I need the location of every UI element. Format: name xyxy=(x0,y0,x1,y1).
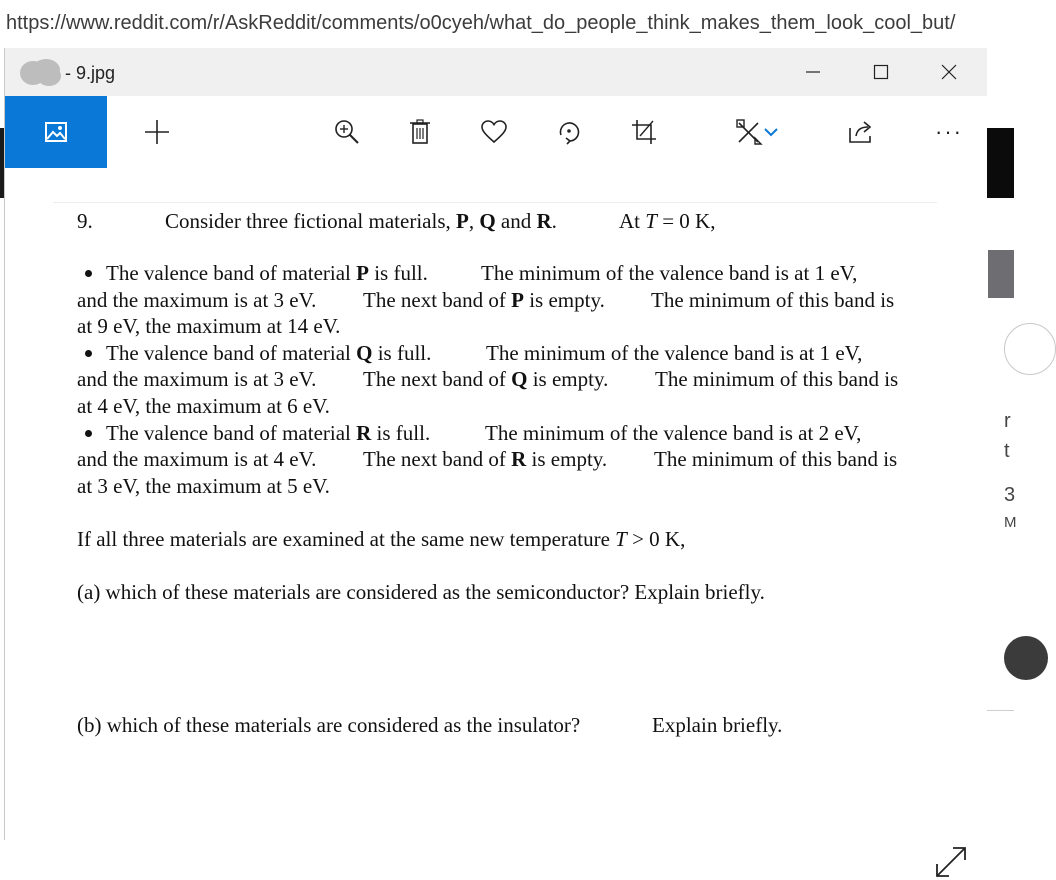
condition-text: > 0 K, xyxy=(626,527,686,551)
rotate-icon xyxy=(556,119,582,145)
more-button[interactable] xyxy=(923,96,975,168)
crop-icon xyxy=(631,119,657,145)
fullscreen-icon[interactable] xyxy=(933,844,969,880)
bullet-q-line2c: The minimum of this band is xyxy=(655,367,899,391)
material-label: Q xyxy=(511,367,528,391)
material-label: R xyxy=(511,447,527,471)
bullet-text: The valence band of material xyxy=(106,341,357,365)
crop-button[interactable] xyxy=(618,96,670,168)
background-char: r xyxy=(1004,410,1011,432)
bullet-text: is empty. xyxy=(527,367,609,391)
material-label: R xyxy=(356,421,372,445)
intro-text: Consider three fictional materials, xyxy=(165,209,456,233)
temperature-condition xyxy=(619,209,715,234)
temperature-symbol: T xyxy=(615,527,627,551)
bullet-p-line2c: The minimum of this band is xyxy=(651,288,895,312)
background-dark-circle xyxy=(1004,636,1048,680)
background-circle xyxy=(1004,323,1056,375)
document-top-line xyxy=(53,202,937,203)
intro-text: . xyxy=(551,209,557,233)
intro-text: At xyxy=(619,209,646,233)
material-label: Q xyxy=(356,341,373,365)
image-icon xyxy=(45,122,67,142)
question-intro xyxy=(165,209,557,234)
close-button[interactable] xyxy=(915,48,983,96)
part-b-explain: Explain briefly. xyxy=(652,713,783,737)
material-label: P xyxy=(456,209,469,233)
condition-text: If all three materials are examined at the same new temperature xyxy=(77,527,616,551)
bullet-text: is full. xyxy=(372,341,432,365)
part-a-question: (a) which of these materials are considered as the semiconductor? Explain briefly. xyxy=(77,580,765,604)
rotate-button[interactable] xyxy=(543,96,595,168)
bullet-q-line3: at 4 eV, the maximum at 6 eV. xyxy=(77,394,330,418)
temperature-symbol: T xyxy=(645,209,657,233)
image-viewer[interactable] xyxy=(5,168,987,840)
material-label: Q xyxy=(479,209,496,233)
bullet-p-line1 xyxy=(85,261,428,286)
bullet-p-line2b xyxy=(363,288,605,313)
bullet-q-line1 xyxy=(85,341,431,366)
favorite-button[interactable] xyxy=(468,96,520,168)
delete-button[interactable] xyxy=(394,96,446,168)
window-title: - 9.jpg xyxy=(65,63,116,83)
background-divider xyxy=(986,710,1014,711)
add-button[interactable] xyxy=(131,96,183,168)
share-button[interactable] xyxy=(835,96,887,168)
close-icon xyxy=(941,64,957,80)
background-grey-box xyxy=(988,250,1014,298)
intro-text: = 0 K, xyxy=(656,209,716,233)
share-icon xyxy=(848,120,874,144)
material-label: P xyxy=(356,261,369,285)
background-black-bar xyxy=(986,128,1014,198)
minimize-icon xyxy=(805,64,821,80)
bullet-r-line2: and the maximum is at 4 eV. xyxy=(77,447,317,471)
view-image-button[interactable] xyxy=(5,96,107,168)
app-logo-icon xyxy=(19,57,63,87)
bullet-q-line2: and the maximum is at 3 eV. xyxy=(77,367,317,391)
background-char: t xyxy=(1004,440,1010,462)
bullet-p-line3: at 9 eV, the maximum at 14 eV. xyxy=(77,314,341,338)
photos-window xyxy=(4,48,986,840)
bullet-text: The valence band of material xyxy=(106,261,357,285)
delete-icon xyxy=(409,119,431,145)
bullet-dot xyxy=(85,430,92,437)
bullet-q-line2b xyxy=(363,367,608,392)
bullet-text: The next band of xyxy=(363,288,512,312)
bullet-text: is full. xyxy=(368,261,428,285)
url-text: https://www.reddit.com/r/AskReddit/comments/o0cyeh/what_do_people_think_makes_them_look_cool_but/ xyxy=(6,12,956,34)
bullet-r-line1 xyxy=(85,421,430,446)
question-number: 9. xyxy=(77,209,93,233)
intro-text: and xyxy=(495,209,537,233)
more-icon: ··· xyxy=(935,119,963,144)
background-page-right xyxy=(986,48,1017,840)
background-char: 3 xyxy=(1004,484,1016,506)
title-bar xyxy=(5,48,987,96)
bullet-dot xyxy=(85,350,92,357)
bullet-r-line1b: The minimum of the valence band is at 2 eV, xyxy=(485,421,862,445)
bullet-text: is empty. xyxy=(526,447,608,471)
bullet-r-line3: at 3 eV, the maximum at 5 eV. xyxy=(77,474,330,498)
bullet-text: The valence band of material xyxy=(106,421,357,445)
intro-text: , xyxy=(468,209,480,233)
zoom-in-button[interactable] xyxy=(321,96,373,168)
plus-icon xyxy=(144,119,170,145)
zoom-in-icon xyxy=(334,119,360,145)
bullet-text: The next band of xyxy=(363,367,512,391)
bullet-text: The next band of xyxy=(363,447,512,471)
bullet-text: is empty. xyxy=(523,288,605,312)
maximize-icon xyxy=(873,64,889,80)
bullet-p-line2: and the maximum is at 3 eV. xyxy=(77,288,317,312)
edit-dropdown-button[interactable] xyxy=(756,96,786,168)
toolbar xyxy=(5,96,987,168)
bullet-r-line2c: The minimum of this band is xyxy=(654,447,898,471)
bullet-p-line1b: The minimum of the valence band is at 1 eV, xyxy=(481,261,858,285)
chevron-down-icon xyxy=(764,127,778,137)
heart-icon xyxy=(481,120,507,144)
browser-url-bar[interactable] xyxy=(0,0,1014,48)
bullet-dot xyxy=(85,270,92,277)
minimize-button[interactable] xyxy=(779,48,847,96)
background-char: M xyxy=(1004,514,1017,531)
material-label: P xyxy=(511,288,524,312)
temperature-question xyxy=(77,527,685,552)
part-b-question: (b) which of these materials are considered as the insulator? xyxy=(77,713,581,737)
bullet-text: is full. xyxy=(371,421,431,445)
maximize-button[interactable] xyxy=(847,48,915,96)
bullet-q-line1b: The minimum of the valence band is at 1 eV, xyxy=(486,341,863,365)
material-label: R xyxy=(536,209,552,233)
bullet-r-line2b xyxy=(363,447,607,472)
